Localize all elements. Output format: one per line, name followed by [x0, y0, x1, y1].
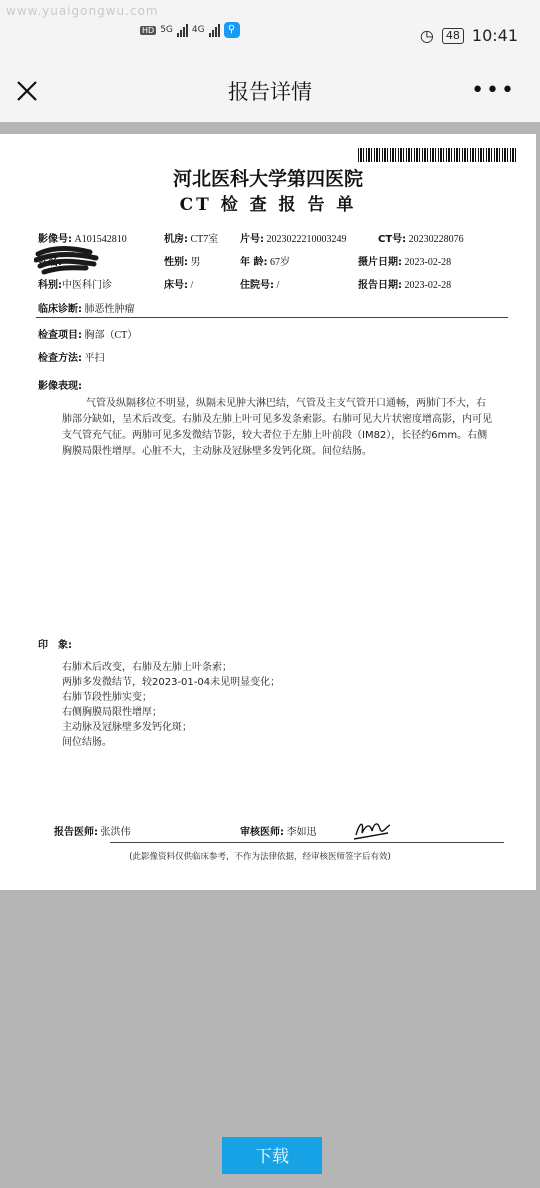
report-doctor-field: 报告医师: 张洪伟 — [54, 827, 131, 838]
reviewer-field: 审核医师: 李如迅 — [240, 827, 317, 838]
hd-icon: HD — [142, 25, 155, 35]
shot-date-field: 摄片日期: 2023-02-28 — [358, 257, 452, 268]
sex-field: 性别: 男 — [164, 257, 201, 268]
inpatient-field: 住院号: / — [240, 280, 280, 291]
impression-item: 右肺节段性肺实变； — [62, 692, 152, 703]
signal-icon — [177, 23, 188, 37]
report-date-field: 报告日期: 2023-02-28 — [358, 280, 452, 291]
more-options-icon[interactable]: ••• — [471, 78, 516, 103]
film-no-field: 片号: 2023022210003249 — [240, 234, 347, 245]
barcode — [358, 148, 518, 162]
hospital-name: 河北医科大学第四医院 — [172, 168, 363, 190]
watermark: www.yuaigongwu.com — [6, 4, 159, 18]
handwritten-signature — [350, 817, 394, 843]
impression-item: 间位结肠。 — [62, 737, 112, 748]
impression-item: 右侧胸膜局限性增厚； — [62, 707, 162, 718]
report-title: CT 检 查 报 告 单 — [179, 195, 357, 215]
nav-bar — [0, 58, 540, 122]
impression-item: 两肺多发微结节，较2023-01-04未见明显变化； — [62, 677, 281, 688]
report-document — [0, 134, 536, 890]
impression-item: 主动脉及冠脉壁多发钙化斑； — [62, 722, 192, 733]
page-title: 报告详情 — [228, 80, 312, 104]
exam-item-field: 检查项目: 胸部（CT） — [38, 330, 138, 341]
status-bar — [0, 0, 540, 58]
findings-label: 影像表现: — [38, 381, 82, 392]
bed-field: 床号: / — [164, 280, 194, 291]
alarm-icon: ◷ — [419, 26, 434, 45]
disclaimer: (此影像资料仅供临床参考，不作为法律依据，经审核医师签字后有效) — [129, 852, 391, 862]
impression-item: 右肺术后改变，右肺及左肺上叶条索； — [62, 662, 232, 673]
redaction-scribble — [34, 244, 104, 278]
name-field: 姓名: — [38, 257, 62, 268]
battery-icon: 48 — [442, 28, 464, 44]
ct-no-field: CT号: 20230228076 — [378, 234, 464, 245]
dept-field: 科别:中医科门诊 — [38, 280, 112, 291]
impression-list — [62, 660, 280, 750]
network-4g: 4G — [191, 25, 205, 35]
signal-icon-2 — [209, 23, 220, 37]
status-right — [420, 26, 518, 45]
signature-divider — [110, 842, 504, 843]
download-button[interactable]: 下载 — [222, 1137, 322, 1174]
room-field: 机房: CT7室 — [164, 234, 219, 245]
impression-label: 印 象: — [38, 640, 72, 651]
diagnosis-field: 临床诊断: 肺恶性肿瘤 — [38, 304, 135, 315]
exam-method-field: 检查方法: 平扫 — [38, 353, 105, 364]
signal-indicators — [140, 22, 240, 38]
findings-text: 气管及纵隔移位不明显，纵隔未见肿大淋巴结，气管及主支气管开口通畅，两肺门不大，右肺部分缺如，呈术后改变。右肺及左肺上叶可见多发条索影。右肺可见大片状密度增高影，内可见支气管充气征。两肺可见多发微结节影，较大者位于左肺上叶前段（IM82），长径约6mm。右侧胸膜局限性增厚。心脏不大，主动脉及冠脉壁多发钙化斑。间位结肠。 — [62, 398, 492, 457]
image-no-field: 影像号: A101542810 — [38, 234, 127, 245]
divider — [36, 317, 508, 318]
age-field: 年 龄: 67岁 — [240, 257, 290, 268]
search-app-icon: ⚲ — [224, 22, 240, 38]
network-5g: 5G — [160, 25, 173, 35]
clock: 10:41 — [471, 26, 518, 45]
